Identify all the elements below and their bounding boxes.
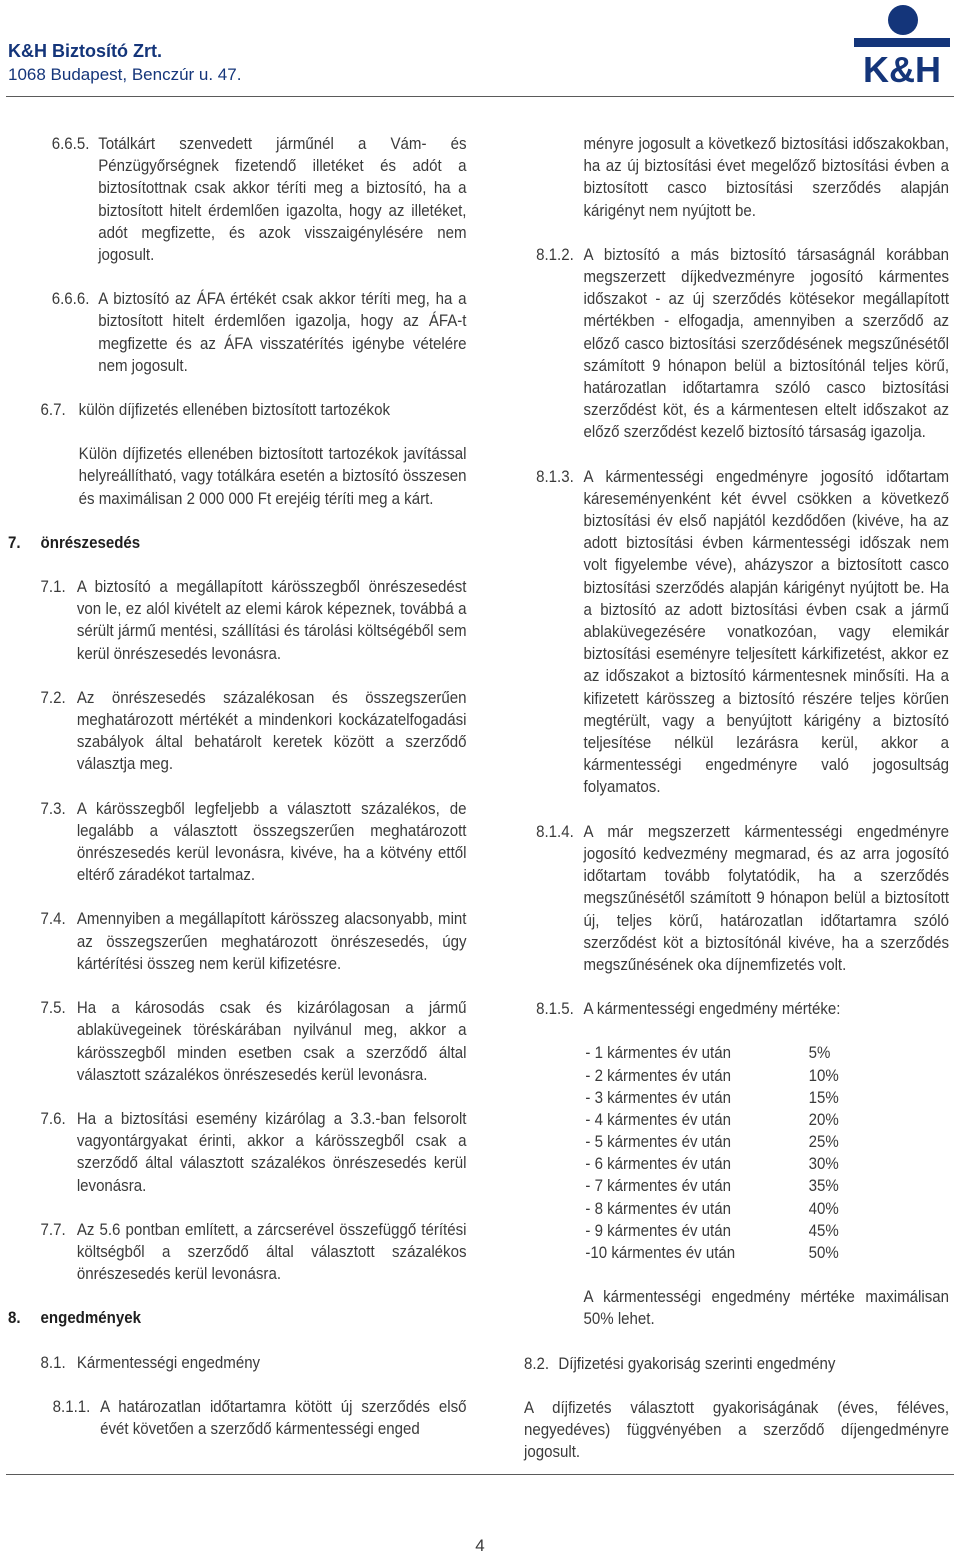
para-text: A biztosító az ÁFA értékét csak akkor téríti meg, ha a biztosított hitelt érdemlően igazolja, hogy az ÁFA-t megfizette és az ÁFA visszatérítés igénybe vételére nem jogosult. xyxy=(98,290,467,375)
para-7-7 xyxy=(8,1219,466,1286)
para-number: 8.2. xyxy=(524,1354,550,1373)
para-text: Amennyiben a megállapított kárösszeg alacsonyabb, mint az összegszerűen meghatározott önrészesedés, úgy kártérítési összeg nem kerül kifizetésre. xyxy=(76,910,467,973)
para-number: 7.1. xyxy=(40,578,66,597)
rate-value: 5% xyxy=(808,1044,831,1063)
left-column xyxy=(8,133,466,1440)
para-text: Ha a biztosítási esemény kizárólag a 3.3.-ban felsorolt vagyontárgyakat érinti, akkor a kárösszegből csak a szerződő által választott százalékos önrészesedés kerül levonásra. xyxy=(76,1109,467,1195)
para-8-1-4 xyxy=(524,821,949,976)
para-number: 8.1.2. xyxy=(536,245,574,264)
rate-label: - 7 kármentes év után xyxy=(585,1177,731,1196)
rate-value: 40% xyxy=(808,1199,839,1218)
page-number: 4 xyxy=(475,1536,485,1555)
para-text: A kármentességi engedmény mértéke maximálisan 50% lehet. xyxy=(583,1288,950,1329)
kh-logo xyxy=(850,2,954,86)
rate-label: - 4 kármentes év után xyxy=(585,1110,731,1129)
para-7-5 xyxy=(8,997,466,1086)
rate-value: 45% xyxy=(808,1221,839,1240)
para-6-7-body xyxy=(8,443,466,510)
para-8-1-1 xyxy=(8,1396,466,1440)
para-text: Az önrészesedés százalékosan és összegszerűen meghatározott mértékét a mindenkori kockázatelfogadási szabályok által behatárolt keretek között a szerződő választja meg. xyxy=(76,688,467,774)
rate-row xyxy=(585,1087,949,1109)
para-text: A kárösszegből legfeljebb a választott százalékos, de legalább a választott összegszerűen meghatározott önrészesedés kerül levonásra, kivéve, ha a kötvény ettől eltérő záradékot tartalmaz. xyxy=(76,799,467,885)
rate-row xyxy=(585,1131,949,1153)
company-name: K&H Biztosító Zrt. xyxy=(8,41,162,61)
para-text: A határozatlan időtartamra kötött új szerződés első évét követően a szerződő kármentességi enged xyxy=(100,1397,467,1438)
rate-label: - 6 kármentes év után xyxy=(585,1155,731,1174)
para-7-1 xyxy=(8,576,466,665)
rate-label: - 2 kármentes év után xyxy=(585,1066,731,1085)
section-8-heading xyxy=(8,1307,466,1329)
para-8-1-2 xyxy=(524,244,949,444)
para-7-3 xyxy=(8,798,466,887)
footer-rule xyxy=(6,1474,954,1475)
rate-value: 50% xyxy=(808,1244,839,1262)
para-text: Totálkárt szenvedett járműnél a Vám- és Pénzügyőrségnek fizetendő illetéket és adót a biztosítottnak csak akkor téríti meg a biztosító, ha a biztosított hitelt érdemlően igazolta, hogy az illetéket, adót megfizette, és azok visszaigénylésére nem jogosult. xyxy=(98,135,467,265)
para-7-2 xyxy=(8,687,466,776)
rate-row xyxy=(585,1042,949,1064)
para-text: A kármentességi engedmény mértéke: xyxy=(583,1000,841,1019)
section-title: engedmények xyxy=(40,1309,141,1328)
right-column xyxy=(524,133,949,1463)
para-text: Díjfizetési gyakoriság szerinti engedmény xyxy=(558,1354,836,1373)
para-6-6-6 xyxy=(8,288,466,377)
para-number: 6.7. xyxy=(40,401,66,420)
logo-dot xyxy=(888,5,918,35)
para-max-discount xyxy=(524,1286,949,1330)
para-number: 8.1.3. xyxy=(536,467,574,486)
para-number: 7.3. xyxy=(40,799,66,818)
para-6-7-heading xyxy=(8,399,466,421)
para-text: Az 5.6 pontban említett, a zárcserével összefüggő térítési költségből a szerződő által választott százalékos önrészesedés kerül levonásra. xyxy=(76,1220,467,1284)
para-8-1-1-continued xyxy=(524,133,949,222)
para-text: külön díjfizetés ellenében biztosított tartozékok xyxy=(78,401,390,420)
logo-text: K&H xyxy=(863,49,941,86)
rate-row xyxy=(585,1109,949,1131)
para-number: 6.6.6. xyxy=(51,290,90,309)
para-number: 7.7. xyxy=(40,1220,66,1239)
para-text: A kármentességi engedményre jogosító időtartam káreseményenként két évvel csökken a következő biztosítási év első napjától kezdődően (kivéve, ha az adott biztosítási évben kármentességi időszak nem volt figyelembe véve), aházyszor a biztosított casco biztosítási szerződés alapján kárigényt nyújtott be. Ha a biztosító az adott biztosítási évben csak a jármű ablaküvegezésére vonatkozóan, vagy elemikár biztosítási eseményre teljesített kárkifizetést, akkor ez az időszakot a biztosító kármentesnek minősíti. Ha a kifizetett kárösszeg a biztosító részére teljes körűen megtérült, vagy a benyújtott kárigény a biztosító teljesítése nélkül lezárásra kerül, akkor a kármentességi engedményre való jogosultság folyamatos. xyxy=(583,467,950,797)
para-8-2-heading xyxy=(524,1353,949,1375)
para-text: A biztosító a megállapított kárösszegből önrészesedést von le, ez alól kivételt az elemi károk képeznek, továbbá a sérült jármű mentési, szállítási és tárolási költségéből sem kerül önrészesedés levonásra. xyxy=(76,578,467,663)
para-text: A már megszerzett kármentességi engedményre jogosító kedvezmény megmarad, és az arra jogosító időtartam tovább folytatódik, ha a szerződés megszűnésétől számított 9 hónapon belül a biztosított új, teljes körű, határozatlan időtartamra szóló szerződést köt a biztosítónál kivéve, ha a szerződés megszűnésének oka díjnemfizetés volt. xyxy=(583,822,950,974)
company-address: 1068 Budapest, Benczúr u. 47. xyxy=(8,65,242,84)
section-number: 7. xyxy=(8,533,21,552)
para-number: 7.2. xyxy=(40,688,66,707)
rate-row xyxy=(585,1065,949,1087)
section-title: önrészesedés xyxy=(40,533,141,552)
para-number: 8.1.4. xyxy=(536,822,574,841)
header-rule xyxy=(6,96,954,97)
section-number: 8. xyxy=(8,1309,21,1328)
para-text: Ha a károsodás csak és kizárólagosan a jármű ablaküvegeinek töréskárában nyilvánul meg, akkor a kárösszegből minden esetben csak a szerződő által választott százalékos önrészesedés kerül levonásra. xyxy=(76,999,467,1084)
para-number: 8.1. xyxy=(40,1353,66,1372)
rate-value: 35% xyxy=(808,1177,839,1196)
rate-label: - 9 kármentes év után xyxy=(585,1221,731,1240)
para-7-6 xyxy=(8,1108,466,1197)
para-number: 7.5. xyxy=(40,999,66,1018)
rate-label: - 1 kármentes év után xyxy=(585,1044,731,1063)
rate-row xyxy=(585,1153,949,1175)
para-8-2-body xyxy=(524,1397,949,1464)
rate-value: 25% xyxy=(808,1133,839,1152)
para-number: 8.1.1. xyxy=(52,1397,91,1416)
rate-row xyxy=(585,1220,949,1242)
rate-row xyxy=(585,1198,949,1220)
para-6-6-5 xyxy=(8,133,466,266)
rate-value: 30% xyxy=(808,1155,839,1174)
para-text: A díjfizetés választott gyakoriságának (éves, féléves, negyedéves) függvényében a szerződő díjengedményre jogosult. xyxy=(524,1398,950,1462)
para-text: Külön díjfizetés ellenében biztosított tartozékok javítással helyreállítható, vagy totálkára esetén a biztosító összesen és maximálisan 2 000 000 Ft erejéig téríti meg a kárt. xyxy=(78,445,467,508)
para-number: 7.6. xyxy=(40,1109,66,1128)
rate-value: 20% xyxy=(808,1110,839,1129)
section-7-heading xyxy=(8,532,466,554)
rate-row xyxy=(585,1175,949,1197)
para-number: 7.4. xyxy=(40,910,66,929)
para-8-1-heading xyxy=(8,1352,466,1374)
para-8-1-3 xyxy=(524,466,949,799)
rate-label: -10 kármentes év után xyxy=(585,1244,736,1262)
rate-row xyxy=(585,1242,949,1264)
rate-label: - 3 kármentes év után xyxy=(585,1088,731,1107)
discount-rate-list xyxy=(524,1042,949,1264)
para-text: ményre jogosult a következő biztosítási időszakokban, ha az új biztosítási évet megelőző biztosítási évben a biztosított casco biztosítási szerződés alapján kárigényt nem nyújtott be. xyxy=(583,135,950,220)
para-number: 8.1.5. xyxy=(536,1000,574,1019)
para-number: 6.6.5. xyxy=(51,135,90,153)
para-8-1-5 xyxy=(524,998,949,1020)
rate-value: 10% xyxy=(808,1066,839,1085)
para-text: A biztosító a más biztosító társaságnál korábban megszerzett díjkedvezményre jogosító kármentes időszakot - az új szerződés kötésekor megállapított mértékben - elfogadja, amennyiben a szerződő az előző casco biztosítási szerződésének megszűnésétől számított 9 hónapon belül a biztosítónál teljes körű, határozatlan időtartamra szóló casco biztosítási szerződést köt, és a kármentesen eltelt időszakot az előző szerződést kezelő biztosító társaság igazolja. xyxy=(583,245,950,442)
logo-bar xyxy=(854,38,950,47)
rate-label: - 5 kármentes év után xyxy=(585,1133,731,1152)
para-text: Kármentességi engedmény xyxy=(76,1353,261,1372)
rate-label: - 8 kármentes év után xyxy=(585,1199,731,1218)
para-7-4 xyxy=(8,908,466,975)
rate-value: 15% xyxy=(808,1088,839,1107)
